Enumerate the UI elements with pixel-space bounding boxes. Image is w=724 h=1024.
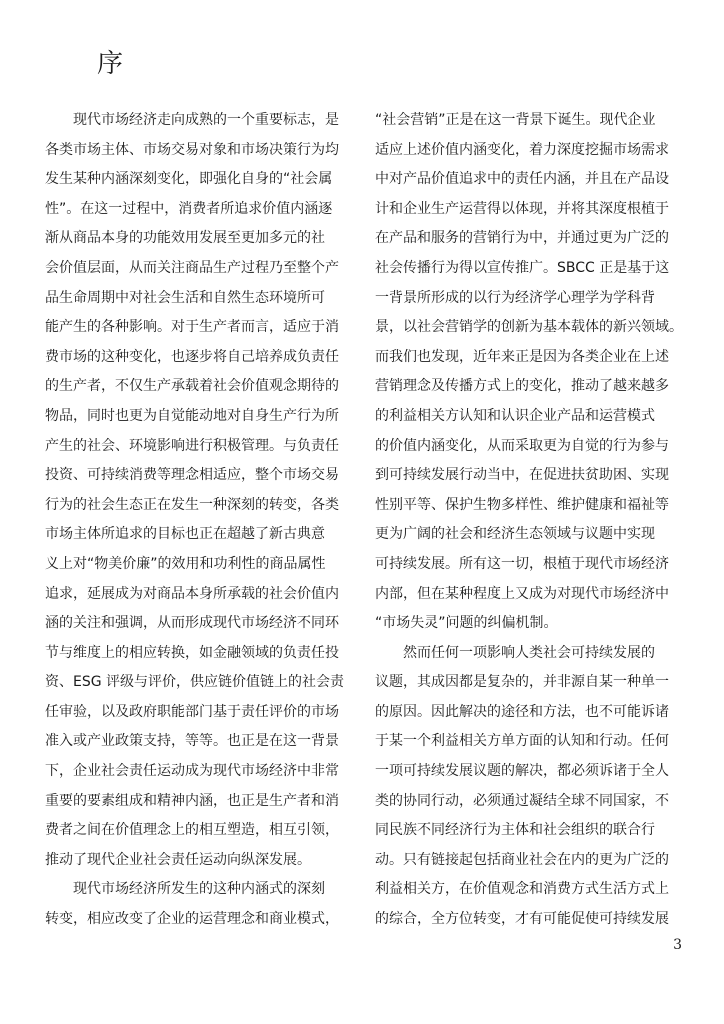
text-line: 资、ESG 评级与评价，供应链价值链上的社会责 bbox=[45, 674, 345, 691]
text-line: 现代市场经济走向成熟的一个重要标志，是 bbox=[45, 112, 339, 128]
text-line: 发生某种内涵深刻变化，即强化自身的“社会属 bbox=[45, 171, 333, 188]
text-line: 于某一个利益相关方单方面的认知和行动。任何 bbox=[375, 733, 669, 750]
text-line: 在产品和服务的营销行为中，并通过更为广泛的 bbox=[375, 230, 669, 247]
text-line: 任审验，以及政府职能部门基于责任评价的市场 bbox=[45, 703, 339, 720]
text-line: 性别平等、保护生物多样性、维护健康和福祉等 bbox=[375, 496, 669, 513]
text-line: “市场失灵”问题的纠偏机制。 bbox=[375, 615, 558, 632]
text-line: 品生命周期中对社会生活和自然生态环境所可 bbox=[45, 289, 325, 306]
page-number: 3 bbox=[673, 937, 682, 953]
text-line: 的价值内涵变化，从而采取更为自觉的行为参与 bbox=[375, 437, 669, 454]
text-line: 费者之间在价值理念上的相互塑造，相互引领， bbox=[45, 822, 339, 839]
text-line: 的生产者，不仅生产承载着社会价值观念期待的 bbox=[45, 378, 339, 395]
text-line: 的原因。因此解决的途径和方法，也不可能诉诸 bbox=[375, 703, 669, 720]
text-line: 社会传播行为得以宣传推广。SBCC 正是基于这 bbox=[375, 259, 670, 276]
text-line: 中对产品价值追求中的责任内涵，并且在产品设 bbox=[375, 171, 669, 188]
text-line: 适应上述价值内涵变化，着力深度挖掘市场需求 bbox=[375, 141, 669, 158]
text-line: 各类市场主体、市场交易对象和市场决策行为均 bbox=[45, 141, 339, 158]
text-line: 一项可持续发展议题的解决，都必须诉诸于全人 bbox=[375, 763, 669, 780]
text-line: 可持续发展。所有这一切，根植于现代市场经济 bbox=[375, 555, 669, 572]
text-line: “社会营销”正是在这一背景下诞生。现代企业 bbox=[375, 112, 656, 128]
text-line: 产生的社会、环境影响进行积极管理。与负责任 bbox=[45, 437, 339, 454]
text-line: 节与维度上的相应转换，如金融领域的负责任投 bbox=[45, 644, 339, 661]
text-line: 同民族不同经济行为主体和社会组织的联合行 bbox=[375, 822, 655, 839]
text-line: 涵的关注和强调，从而形成现代市场经济不同环 bbox=[45, 615, 339, 632]
text-line: 的综合，全方位转变，才有可能促使可持续发展 bbox=[375, 911, 669, 928]
text-line: 议题，其成因都是复杂的，并非源自某一种单一 bbox=[375, 674, 669, 691]
text-line: 转变，相应改变了企业的运营理念和商业模式， bbox=[45, 911, 339, 928]
text-line: 景，以社会营销学的创新为基本载体的新兴领域。 bbox=[375, 319, 683, 336]
text-line: 更为广阔的社会和经济生态领域与议题中实现 bbox=[375, 526, 655, 543]
text-line: 物品，同时也更为自觉能动地对自身生产行为所 bbox=[45, 407, 339, 424]
text-line: 到可持续发展行动当中，在促进扶贫助困、实现 bbox=[375, 467, 669, 484]
text-line: 的利益相关方认知和认识企业产品和运营模式 bbox=[375, 407, 655, 424]
right-text-column bbox=[375, 106, 693, 935]
text-line: 计和企业生产运营得以体现，并将其深度根植于 bbox=[375, 200, 669, 217]
text-line: 动。只有链接起包括商业社会在内的更为广泛的 bbox=[375, 851, 669, 868]
text-line: 渐从商品本身的功能效用发展至更加多元的社 bbox=[45, 230, 325, 247]
text-line: 会价值层面，从而关注商品生产过程乃至整个产 bbox=[45, 259, 339, 276]
text-line: 重要的要素组成和精神内涵，也正是生产者和消 bbox=[45, 792, 339, 809]
text-line: 推动了现代企业社会责任运动向纵深发展。 bbox=[45, 851, 311, 868]
text-line: 营销理念及传播方式上的变化，推动了越来越多 bbox=[375, 378, 669, 395]
text-line: 下，企业社会责任运动成为现代市场经济中非常 bbox=[45, 763, 339, 780]
text-line: 性”。在这一过程中，消费者所追求价值内涵逐 bbox=[45, 200, 333, 217]
text-line: 现代市场经济所发生的这种内涵式的深刻 bbox=[45, 881, 325, 898]
text-line: 利益相关方，在价值观念和消费方式生活方式上 bbox=[375, 881, 669, 898]
text-line: 市场主体所追求的目标也正在超越了新古典意 bbox=[45, 526, 325, 543]
text-line: 内部，但在某种程度上又成为对现代市场经济中 bbox=[375, 585, 669, 602]
text-line: 准入或产业政策支持，等等。也正是在这一背景 bbox=[45, 733, 339, 750]
left-text-column bbox=[45, 106, 361, 935]
text-line: 能产生的各种影响。对于生产者而言，适应于消 bbox=[45, 319, 339, 336]
text-line: 而我们也发现，近年来正是因为各类企业在上述 bbox=[375, 348, 669, 365]
text-line: 行为的社会生态正在发生一种深刻的转变，各类 bbox=[45, 496, 339, 513]
text-line: 费市场的这种变化，也逐步将自己培养成负责任 bbox=[45, 348, 339, 365]
text-line: 一背景所形成的以行为经济学心理学为学科背 bbox=[375, 289, 655, 306]
page-title: 序 bbox=[97, 49, 124, 79]
text-line: 投资、可持续消费等理念相适应，整个市场交易 bbox=[45, 467, 339, 484]
text-line: 义上对“物美价廉”的效用和功利性的商品属性 bbox=[45, 555, 326, 572]
text-line: 类的协同行动，必须通过凝结全球不同国家，不 bbox=[375, 792, 669, 809]
text-line: 然而任何一项影响人类社会可持续发展的 bbox=[375, 644, 655, 661]
text-line: 追求，延展成为对商品本身所承载的社会价值内 bbox=[45, 585, 339, 602]
